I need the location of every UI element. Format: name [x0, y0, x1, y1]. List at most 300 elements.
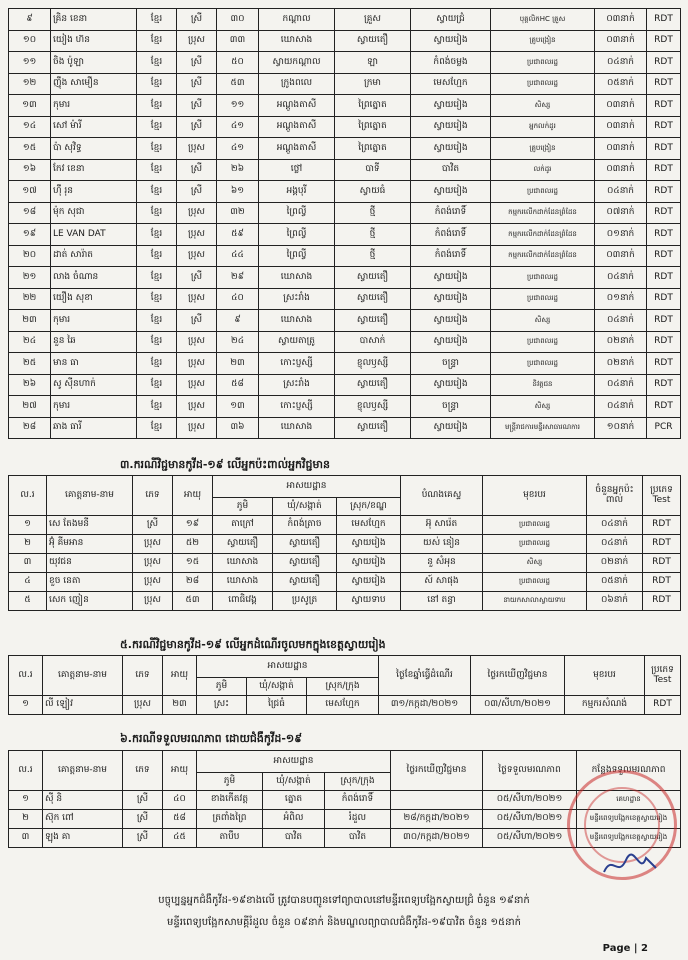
table-cell: ប្រុស — [123, 696, 163, 715]
table-cell: RDT — [647, 9, 681, 31]
header-village: ភូមិ — [197, 678, 247, 696]
table-cell: ស្វាយរៀង — [411, 30, 491, 52]
table-cell: ស្រី — [177, 181, 217, 203]
table-cell: ខ្មែរ — [137, 374, 177, 396]
table-cell: យឿង សុខា — [51, 288, 137, 310]
table-cell: ប្រជាពលរដ្ឋ — [483, 573, 587, 592]
table-cell: គ្រូបង្រៀន — [491, 30, 595, 52]
table-cell: ប្រុស — [177, 417, 217, 439]
table-cell: ប្រុស — [177, 396, 217, 418]
table-cell: ស្រះរាំង — [259, 374, 335, 396]
table-cell: ប្រុស — [177, 30, 217, 52]
table-cell: ហ៊ឺ រុន — [51, 181, 137, 203]
table-cell: ឃោសាង — [213, 554, 273, 573]
table-cell: ៥៨ — [217, 374, 259, 396]
table-cell: អ៊ុំ គីមអាន — [47, 535, 133, 554]
header-death-place: កន្លែងទទួលមរណភាព — [577, 751, 681, 791]
table-cell: ឃោសាង — [259, 267, 335, 289]
footer-line-2: មន្ទីរពេទ្យបង្អែកសាមគ្គីរំដួល ចំនួន ០៩នាក់ និងមណ្ឌលព្យាបាលជំងឺកូវីដ-១៩បាវិត ចំនួន ១៥នាក់ — [167, 917, 521, 928]
header-contacts-label: ចំនួនអ្នកប៉ះពាល់ — [595, 485, 634, 505]
header-positive-date: ថ្ងៃរកឃើញវិជ្ជមាន — [391, 751, 483, 791]
header-test — [643, 476, 681, 516]
table-cell: កុមារ — [51, 95, 137, 117]
table-cell: អណ្តូងតាសី — [259, 116, 335, 138]
table-cell: ស្រី — [123, 791, 163, 810]
table-cell: បាទី — [335, 159, 411, 181]
table-cell: ប្រជាពលរដ្ឋ — [491, 288, 595, 310]
table-cell: ២៦ — [217, 159, 259, 181]
table-cell: ខ្ញុលឫស្សី — [335, 353, 411, 375]
table-cell: ០១នាក់ — [595, 224, 647, 246]
table-row — [9, 573, 681, 592]
table-cell: ២៧ — [9, 396, 51, 418]
table-cell: ២៤ — [217, 331, 259, 353]
table-cell: ០៤នាក់ — [595, 396, 647, 418]
header-sex: ភេទ — [123, 656, 163, 696]
table-cell: ប្រជាពលរដ្ឋ — [491, 73, 595, 95]
table-cell: ស៍ សាផុង — [401, 573, 483, 592]
table-cell: កណ្តាល — [259, 9, 335, 31]
header-commune: ឃុំ/សង្កាត់ — [273, 498, 337, 516]
table-cell: ស្វាយរៀង — [337, 573, 401, 592]
table-row — [9, 181, 681, 203]
table-cell: RDT — [647, 267, 681, 289]
table-cell: ញ៉ឹង សាមឿន — [51, 73, 137, 95]
table-cell: ស្រី — [177, 95, 217, 117]
table-cell: ០៥/សីហា/២០២១ — [483, 810, 577, 829]
table-cell: ស្វាយរៀង — [411, 374, 491, 396]
header-village: ភូមិ — [197, 773, 263, 791]
table-cell: ព្រៃល្វី — [259, 224, 335, 246]
table-cell: នួ សំអុន — [401, 554, 483, 573]
header-test — [645, 656, 681, 696]
header-name: គោត្តនាម-នាម — [43, 751, 123, 791]
table-cell: ២៦ — [9, 374, 51, 396]
table-cell: ១៧ — [9, 181, 51, 203]
table-cell: ១ — [9, 516, 47, 535]
table-row — [9, 95, 681, 117]
header-commune: ឃុំ/សង្កាត់ — [247, 678, 307, 696]
table-cell: ៣៣ — [217, 30, 259, 52]
table-cell: ១០ — [9, 30, 51, 52]
table-cell: ១៥ — [173, 554, 213, 573]
header-occupation: មុខរបរ — [483, 476, 587, 516]
table-row — [9, 202, 681, 224]
table-cell: កម្មករសំណង់ — [565, 696, 645, 715]
table-cell: ប្រុស — [133, 535, 173, 554]
table-cell: ខ្មែរ — [137, 224, 177, 246]
table-cell: RDT — [645, 696, 681, 715]
table-cell: ស្រី — [177, 159, 217, 181]
table-cell: ប្រុស — [177, 224, 217, 246]
table-cell: ២៣ — [217, 353, 259, 375]
table-cell: ខ្មែរ — [137, 95, 177, 117]
table-cell: ស្វាយរៀង — [411, 288, 491, 310]
table-cell: ស្រី — [177, 9, 217, 31]
header-role: បំណងគេស្ទ — [401, 476, 483, 516]
header-age: អាយុ — [163, 656, 197, 696]
table-cell: ១២ — [9, 73, 51, 95]
table-cell: ០២នាក់ — [587, 554, 643, 573]
table-cell: RDT — [647, 396, 681, 418]
table-cell: ០៤នាក់ — [595, 181, 647, 203]
table-cell: សិស្ស — [491, 396, 595, 418]
header-district: ស្រុក/ក្រុង — [325, 773, 391, 791]
table-cell: នាយកសាលាស្វាយទាប — [483, 592, 587, 611]
table-cell: ៣ — [9, 554, 47, 573]
table-cell: ស្វាយតឿ — [335, 30, 411, 52]
table-cell: ១៩ — [173, 516, 213, 535]
table-cell: ៤១ — [217, 116, 259, 138]
table-cell: ខ្មែរ — [137, 52, 177, 74]
table-cell: ០៣នាក់ — [595, 116, 647, 138]
table-row — [9, 396, 681, 418]
table-cell: បាវិត — [263, 829, 325, 848]
table-cell: ៣៦ — [217, 417, 259, 439]
table-cell: ឃោសាង — [259, 310, 335, 332]
table-cell: កម្មករលើកដាក់ដែនព្រំដែន — [491, 202, 595, 224]
table-cell: ០៣នាក់ — [595, 159, 647, 181]
table-cell: ខ្មែរ — [137, 159, 177, 181]
table-cell: ០៤នាក់ — [595, 310, 647, 332]
table-cell: កុមារ — [51, 310, 137, 332]
table-cell: ស្រី — [177, 116, 217, 138]
table-cell: ៥ — [9, 592, 47, 611]
table-cell: ខ្មែរ — [137, 267, 177, 289]
table-row — [9, 535, 681, 554]
table-cell: ២ — [9, 810, 43, 829]
table-cell: ១៤ — [9, 116, 51, 138]
table-cell: RDT — [643, 573, 681, 592]
header-no: ល.រ — [9, 656, 43, 696]
table-cell: កំពង់រោទិ៍ — [411, 202, 491, 224]
table-cell: អណ្តូងតាសី — [259, 95, 335, 117]
table-cell: ស្វាយតឿ — [335, 374, 411, 396]
table-cell: ៤ — [9, 573, 47, 592]
table-cell: ឃោសាង — [259, 417, 335, 439]
table-cell: បាវិត — [411, 159, 491, 181]
table-cell: ០៤នាក់ — [587, 516, 643, 535]
table-cell: អណ្តូងតាសី — [259, 138, 335, 160]
table-cell: សេក ញៀន — [47, 592, 133, 611]
table-cell: ២១ — [9, 267, 51, 289]
table-cell: ៦១ — [217, 181, 259, 203]
table-cell: RDT — [647, 95, 681, 117]
table-cell: ប្រុស — [133, 592, 173, 611]
table-cell: ខ្មែរ — [137, 331, 177, 353]
table-cell: ខ្មែរ — [137, 245, 177, 267]
table-cell: ០៥/សីហា/២០២១ — [483, 791, 577, 810]
table-cell: ០៤នាក់ — [587, 535, 643, 554]
table-cell: ប្រុស — [177, 331, 217, 353]
table-cell: ១៣ — [217, 396, 259, 418]
table-cell: កុមារ — [51, 396, 137, 418]
table-cell: ស្វាយរៀង — [411, 331, 491, 353]
table-cell: ខ្មែរ — [137, 288, 177, 310]
table-cell: ក្រមា — [335, 73, 411, 95]
table-cell: RDT — [647, 374, 681, 396]
header-no: ល.រ — [9, 476, 47, 516]
traveller-cases-table — [8, 655, 681, 715]
section-6-title: ៦.ករណីទទួលមរណភាព ដោយជំងឺកូវីដ-១៩ — [120, 732, 303, 745]
header-sex: ភេទ — [123, 751, 163, 791]
table-cell: ៥២ — [173, 535, 213, 554]
table-cell: មេសហ្មែក — [337, 516, 401, 535]
header-death-date: ថ្ងៃទទួលមរណភាព — [483, 751, 577, 791]
table-cell: ៣១/កក្កដា/២០២១ — [379, 696, 471, 715]
table-cell: ៣២ — [217, 202, 259, 224]
table-cell: មន្ត្រីរាជការមន្ទីរសាធារណការ — [491, 417, 595, 439]
table-cell: ប្រុស — [177, 353, 217, 375]
table-cell: កំពង់ត្រាច — [273, 516, 337, 535]
table-cell: រំដួល — [325, 810, 391, 829]
table-cell: លី ឡៀវ — [43, 696, 123, 715]
section-5-title: ៥.ករណីវិជ្ជមានកូវីដ-១៩ លើអ្នកដំណើរចូលមកក្នុងខេត្តស្វាយរៀង — [120, 638, 386, 651]
table-cell: ០២នាក់ — [595, 331, 647, 353]
header-no: ល.រ — [9, 751, 43, 791]
table-cell: គ្រិន ខេនា — [51, 9, 137, 31]
table-cell: ស្រី — [123, 829, 163, 848]
table-cell: មាន ធា — [51, 353, 137, 375]
table-cell: សូ ស៊ីនហាក់ — [51, 374, 137, 396]
table-cell: ៥៩ — [217, 224, 259, 246]
table-cell: មន្ទីរពេទ្យបង្អែកខេត្តស្វាយរៀង — [577, 810, 681, 829]
table-cell: ០៥នាក់ — [587, 573, 643, 592]
table-cell: ក្រូងពលេ — [259, 73, 335, 95]
table-cell — [391, 791, 483, 810]
header-commune: ឃុំ/សង្កាត់ — [263, 773, 325, 791]
table-cell: LE VAN DAT — [51, 224, 137, 246]
table-cell: ស៊ុក ពៅ — [43, 810, 123, 829]
table-row — [9, 288, 681, 310]
header-address: អាសយដ្ឋាន — [197, 656, 379, 678]
table-cell: ចន្ទ្រា — [411, 353, 491, 375]
table-cell: ស្វាយរៀង — [411, 417, 491, 439]
table-cell: RDT — [647, 202, 681, 224]
table-row — [9, 30, 681, 52]
table-cell: ៤៥ — [163, 829, 197, 848]
table-cell: ស្វាយតឿ — [273, 554, 337, 573]
table-cell: ខ្មែរ — [137, 138, 177, 160]
table-cell: សិស្ស — [483, 554, 587, 573]
table-cell: ស្រី — [177, 73, 217, 95]
table-cell: ប្រជាពលរដ្ឋ — [483, 535, 587, 554]
table-cell: RDT — [647, 73, 681, 95]
table-cell: ម៉ុក សុជា — [51, 202, 137, 224]
table-row — [9, 116, 681, 138]
table-cell: ឡុង គា — [43, 829, 123, 848]
table-cell: សៅ ម៉ារី — [51, 116, 137, 138]
table-cell: RDT — [647, 288, 681, 310]
table-cell: លាង ចំណាន — [51, 267, 137, 289]
table-cell: ០៣នាក់ — [595, 245, 647, 267]
table-cell: ១ — [9, 696, 43, 715]
table-cell: ប្រជាពលរដ្ឋ — [491, 181, 595, 203]
table-cell: ខ្មែរ — [137, 310, 177, 332]
table-cell: RDT — [647, 30, 681, 52]
table-cell: RDT — [647, 52, 681, 74]
table-cell: ៥០ — [217, 52, 259, 74]
table-cell: ស្វាយរៀង — [411, 181, 491, 203]
cases-table-continued — [8, 8, 681, 439]
table-row — [9, 245, 681, 267]
header-address: អាសយដ្ឋាន — [197, 751, 391, 773]
table-cell: គ្រូបង្រៀន — [491, 138, 595, 160]
table-cell: RDT — [647, 224, 681, 246]
table-cell: ១៥ — [9, 138, 51, 160]
table-cell: ប្រុស — [177, 202, 217, 224]
table-cell: កំពង់រោទិ៍ — [325, 791, 391, 810]
table-cell: ២៣ — [9, 310, 51, 332]
table-cell: ២ — [9, 535, 47, 554]
table-cell: ២០ — [9, 245, 51, 267]
table-cell: ស្វាយរៀង — [411, 95, 491, 117]
table-cell: ០៣/សីហា/២០២១ — [471, 696, 565, 715]
table-cell: ស្រី — [177, 52, 217, 74]
table-cell: កោះប្ញស្សី — [259, 396, 335, 418]
table-cell: ប្រជាពលរដ្ឋ — [491, 331, 595, 353]
table-cell: បាសាក់ — [335, 331, 411, 353]
table-cell: ២៥ — [9, 353, 51, 375]
table-cell: ស្វាយកណ្តាល — [259, 52, 335, 74]
header-travel-date: ថ្ងៃខែឆ្នាំធ្វើដំណើរ — [379, 656, 471, 696]
signature-mark — [600, 850, 660, 880]
table-cell: កម្មករលើកដាក់ដែនព្រំដែន — [491, 224, 595, 246]
table-cell: ខួច នេតា — [47, 573, 133, 592]
table-cell: ០៧នាក់ — [595, 202, 647, 224]
table-row — [9, 417, 681, 439]
table-cell: ប្រុស — [133, 554, 173, 573]
table-cell: ស្រី — [177, 267, 217, 289]
table-cell: ស្វាយទាប — [337, 592, 401, 611]
table-cell: ស្វាយតាត្រូ — [259, 331, 335, 353]
footer-line-1: បច្ចុប្បន្នអ្នកជំងឺកូវីដ-១៩ខាងលើ ត្រូវបានបញ្ជូនទៅព្យាបាលនៅមន្ទីរពេទ្យបង្អែកស្វាយជ្រំ ចំនួន ១៩នាក់ — [158, 895, 530, 906]
table-cell: ០១នាក់ — [595, 288, 647, 310]
table-row — [9, 331, 681, 353]
table-row — [9, 267, 681, 289]
table-cell: កែវ ខេនា — [51, 159, 137, 181]
table-row — [9, 592, 681, 611]
table-cell: ៤០ — [217, 288, 259, 310]
table-cell: ១៩ — [9, 224, 51, 246]
table-cell: ស្វាយតឿ — [273, 535, 337, 554]
table-cell: RDT — [647, 245, 681, 267]
table-cell: ១៦ — [9, 159, 51, 181]
table-cell: កំពង់រោទិ៍ — [411, 245, 491, 267]
table-cell: ព្រៃត្នោត — [335, 138, 411, 160]
table-cell: ខ្មែរ — [137, 417, 177, 439]
table-cell: ស្រី — [133, 516, 173, 535]
table-cell: ឃោសាង — [259, 30, 335, 52]
table-cell: ព្រៃត្នោត — [335, 95, 411, 117]
table-cell: ស្វាយរៀង — [411, 116, 491, 138]
table-cell: ខ្មែរ — [137, 202, 177, 224]
header-positive-date: ថ្ងៃរកឃើញវិជ្ជមាន — [471, 656, 565, 696]
table-cell: RDT — [647, 353, 681, 375]
header-contacts — [587, 476, 643, 516]
table-cell: ប្រជាពលរដ្ឋ — [491, 267, 595, 289]
table-row — [9, 73, 681, 95]
table-row — [9, 52, 681, 74]
table-cell: RDT — [643, 516, 681, 535]
table-cell: RDT — [647, 138, 681, 160]
table-cell: RDT — [643, 592, 681, 611]
header-test-label: ប្រភេទ Test — [650, 485, 673, 505]
table-cell: ប្រុស — [177, 138, 217, 160]
table-cell: ស្វាយរៀង — [337, 554, 401, 573]
table-cell: ប្រសូត្រ — [273, 592, 337, 611]
table-cell: ខ្មែរ — [137, 116, 177, 138]
table-cell: RDT — [643, 535, 681, 554]
table-cell: មន្ទីរពេទ្យបង្អែកខេត្តស្វាយរៀង — [577, 829, 681, 848]
table-cell: ខ្មែរ — [137, 396, 177, 418]
table-cell: អំពិល — [263, 810, 325, 829]
header-occupation: មុខរបរ — [565, 656, 645, 696]
table-cell: ១ — [9, 791, 43, 810]
table-cell: ស្វាយតឿ — [273, 573, 337, 592]
table-cell: បុគ្គលិកHC គ្រួស — [491, 9, 595, 31]
table-cell: ២២ — [9, 288, 51, 310]
table-cell: ត្នោត — [263, 791, 325, 810]
header-age: អាយុ — [163, 751, 197, 791]
table-cell: ចិង ប៉ូឡា — [51, 52, 137, 74]
table-cell: ស្វាយរៀង — [411, 267, 491, 289]
table-cell: សេ តែងមនី — [47, 516, 133, 535]
table-cell: ស្វាយធំ — [335, 181, 411, 203]
table-cell: អង្គបុរី — [259, 181, 335, 203]
table-cell: ឡា — [335, 52, 411, 74]
table-cell: បាវិត — [325, 829, 391, 848]
table-cell: ប៉ា សុវិទ្ធ — [51, 138, 137, 160]
table-cell: នួន ឆៃ — [51, 331, 137, 353]
table-cell: គ្រួស — [335, 9, 411, 31]
table-cell: លក់ដូរ — [491, 159, 595, 181]
table-cell: ប្រុស — [177, 245, 217, 267]
table-cell: ស្រះ — [197, 696, 247, 715]
header-sex: ភេទ — [133, 476, 173, 516]
table-cell: ៤១ — [217, 138, 259, 160]
table-cell: អ្នកលក់ដូរ — [491, 116, 595, 138]
table-cell: ស្រី — [123, 810, 163, 829]
table-cell: ៥៣ — [173, 592, 213, 611]
table-cell: យៀង ហ៊ន — [51, 30, 137, 52]
table-cell: ខ្មែរ — [137, 353, 177, 375]
table-row — [9, 159, 681, 181]
table-cell: ព្រៃល្វី — [259, 202, 335, 224]
table-cell: ២៩ — [217, 267, 259, 289]
header-district: ស្រុក/ខណ្ឌ — [337, 498, 401, 516]
table-cell: ២៨ — [9, 417, 51, 439]
table-cell: ចន្ទ្រា — [411, 396, 491, 418]
table-cell: ស្វាយតឿ — [213, 535, 273, 554]
table-cell: ១០នាក់ — [595, 417, 647, 439]
table-cell: ស្វាយតឿ — [335, 288, 411, 310]
table-cell: RDT — [643, 554, 681, 573]
table-cell: ០៦នាក់ — [587, 592, 643, 611]
table-cell: ប្រជាពលរដ្ឋ — [491, 353, 595, 375]
table-row — [9, 374, 681, 396]
table-cell: ៣០/កក្កដា/២០២១ — [391, 829, 483, 848]
table-cell: ២៤ — [9, 331, 51, 353]
table-cell: ស្វាយជ្រំ — [411, 9, 491, 31]
table-cell: ថ្មី — [335, 202, 411, 224]
table-cell: សិស្ស — [491, 310, 595, 332]
table-cell: RDT — [647, 159, 681, 181]
table-cell: ៥៣ — [217, 73, 259, 95]
table-cell: ០៣នាក់ — [595, 95, 647, 117]
table-cell: ១១ — [217, 95, 259, 117]
contact-cases-table — [8, 475, 681, 611]
